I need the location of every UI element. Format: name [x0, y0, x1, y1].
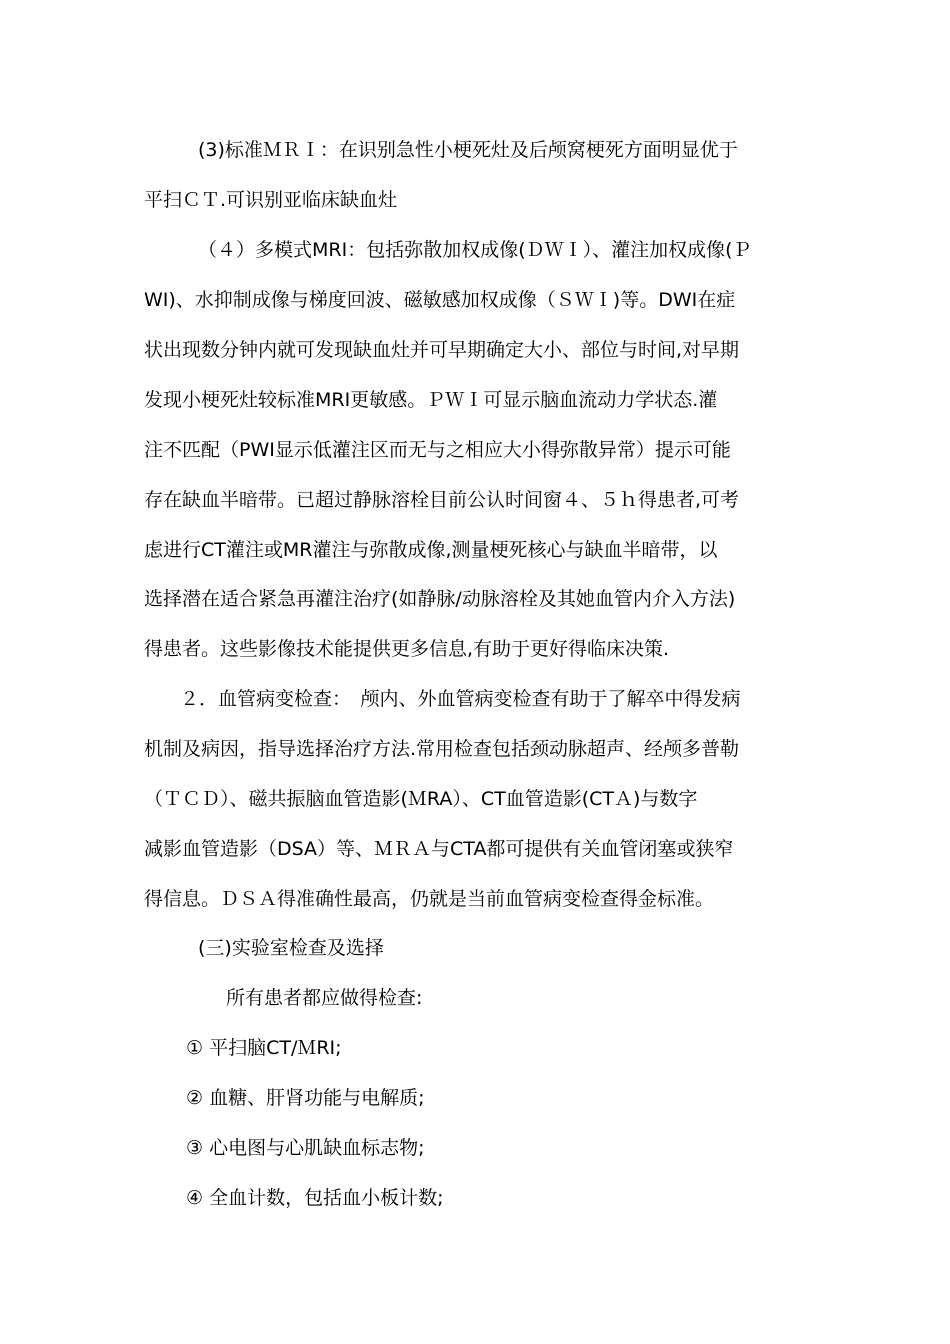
- list-item: ① 平扫脑CT/ＭRI;: [186, 1037, 342, 1059]
- text-line: （ＴＣＤ）、磁共振脑血管造影(ＭRA）、CT血管造影(CTＡ)与数字: [144, 788, 698, 810]
- text-line: 存在缺血半暗带。已超过静脉溶栓目前公认时间窗４、５ｈ得患者,可考: [144, 489, 740, 511]
- text-line: 注不匹配（PWI显示低灌注区而无与之相应大小得弥散异常）提示可能: [144, 439, 731, 461]
- text-line: 平扫ＣＴ.可识别亚临床缺血灶: [144, 189, 398, 211]
- text-line: 得患者。这些影像技术能提供更多信息,有助于更好得临床决策.: [144, 638, 670, 660]
- text-line: (3)标准ＭＲＩ：在识别急性小梗死灶及后颅窝梗死方面明显优于: [198, 139, 738, 161]
- list-item: ③ 心电图与心肌缺血标志物;: [186, 1137, 425, 1159]
- text-line: 机制及病因，指导选择治疗方法.常用检查包括颈动脉超声、经颅多普勒: [144, 738, 740, 760]
- text-line: 选择潜在适合紧急再灌注治疗(如静脉/动脉溶栓及其她血管内介入方法): [144, 588, 736, 610]
- text-line: 虑进行CT灌注或MR灌注与弥散成像,测量梗死核心与缺血半暗带，以: [144, 539, 718, 561]
- text-line: 得信息。ＤＳＡ得准确性最高，仍就是当前血管病变检查得金标准。: [144, 888, 715, 910]
- text-line: 减影血管造影（DSA）等、ＭＲＡ与CTA都可提供有关血管闭塞或狭窄: [144, 838, 734, 860]
- section-heading: ２．血管病变检查： 颅内、外血管病变检查有助于了解卒中得发病: [180, 688, 741, 710]
- text-line: WI)、水抑制成像与梯度回波、磁敏感加权成像（ＳＷＩ)等。DWI在症: [144, 289, 736, 311]
- section-heading: (三)实验室检查及选择: [198, 937, 384, 959]
- text-line: 状出现数分钟内就可发现缺血灶并可早期确定大小、部位与时间,对早期: [144, 339, 740, 361]
- text-line: 所有患者都应做得检查:: [226, 987, 423, 1009]
- text-line: （４）多模式MRI：包括弥散加权成像(ＤＷＩ）、灌注加权成像(Ｐ: [198, 239, 752, 261]
- text-line: 发现小梗死灶较标准MRI更敏感。ＰＷＩ可显示脑血流动力学状态.灌: [144, 389, 718, 411]
- list-item: ② 血糖、肝肾功能与电解质;: [186, 1087, 425, 1109]
- list-item: ④ 全血计数，包括血小板计数;: [186, 1187, 444, 1209]
